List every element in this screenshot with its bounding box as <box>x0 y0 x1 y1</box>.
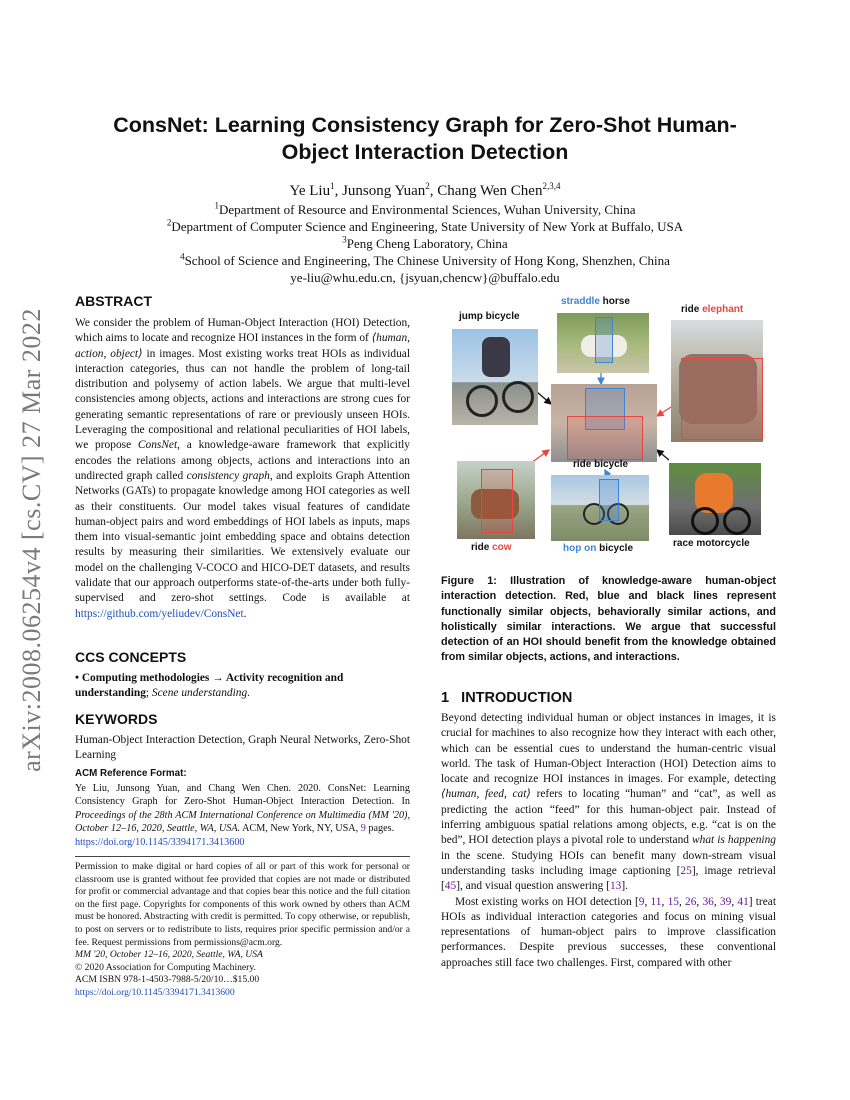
citation[interactable]: 9 <box>638 895 645 908</box>
photo-race-motorcycle <box>669 463 761 535</box>
ccs-section <box>75 649 410 702</box>
label-hop-on-bicycle: hop on bicycle <box>563 543 634 554</box>
isbn-line: ACM ISBN 978-1-4503-7988-5/20/10…$15.00 <box>75 974 260 986</box>
author-list: Ye Liu$^1$, Junsong Yuan$^2$, Chang Wen Chen$^{2,3,4}$ <box>289 181 561 199</box>
intro-heading: 1 INTRODUCTION <box>441 690 573 706</box>
footnote-divider <box>75 856 410 857</box>
author-name: Ye Liu <box>289 183 331 199</box>
citation[interactable]: 41 <box>737 895 749 908</box>
keywords-text: Human-Object Interaction Detection, Graph Neural Networks, Zero-Shot Learning <box>75 734 410 762</box>
label-straddle-horse: straddle horse <box>561 296 630 307</box>
photo-ride-cow <box>457 461 535 539</box>
author-name: Junsong Yuan <box>342 183 426 199</box>
author-emails: ye-liu@whu.edu.cn, {jsyuan,chencw}@buffalo.edu <box>290 270 560 285</box>
citation[interactable]: 25 <box>680 864 692 877</box>
label-ride-cow: ride cow <box>471 542 512 553</box>
acm-reference <box>75 767 410 849</box>
photo-hop-on-bicycle <box>551 475 649 541</box>
permission-doi-link[interactable]: https://doi.org/10.1145/3394171.3413600 <box>75 986 235 998</box>
author-block <box>60 181 790 286</box>
photo-ride-elephant <box>671 320 763 442</box>
citation[interactable]: 15 <box>667 895 679 908</box>
photo-jump-bicycle <box>452 329 538 425</box>
permission-text: Permission to make digital or hard copies of all or part of this work for personal or classroom use is granted without fee provided that copies are not made or distributed for profit or commercial advantage and that copies bear this notice and the full citation on the first page. Copyrights for components of this work owned by others than ACM must be honored. Abstracting with credit is permitted. To copy otherwise, or republish, to post on servers or to redistribute to lists, requires prior specific permission and/or a fee. Request permissions from permissions@acm.org. <box>75 861 410 948</box>
photo-ride-bicycle <box>551 384 657 462</box>
abstract-text: We consider the problem of Human-Object Interaction (HOI) Detection, which aims to locate and recognize HOI instances in the form of ⟨human, action, object⟩ in images. Most existing works treat HOIs as individual interaction categories, thus can not handle the problem of long-tail distribution and polysemy of action labels. We argue that multi-level consistencies among objects, actions and interactions are strong cues for generating semantic representations of rare or previously unseen HOIs. Leveraging the compositional and relational peculiarities of HOI labels, we propose ConsNet, a knowledge-aware framework that explicitly encodes the relations among objects, actions and interactions into an undirected graph called consistency graph, and exploits Graph Attention Networks (GATs) to propagate knowledge among HOI categories as well as their constituents. Our model takes visual features of candidate human-object pairs and word embeddings of HOI labels as inputs, maps them into visual-semantic joint embedding space and obtains detection results by measuring their similarities. We extensively evaluate our model on the challenging V-COCO and HICO-DET datasets, and results validate that our approach outperforms state-of-the-arts under both fully-supervised and zero-shot settings. Code is available at https://github.com/yeliudev/ConsNet. <box>75 317 411 620</box>
link-race-ride <box>657 450 669 460</box>
abstract-section <box>75 293 410 622</box>
citation[interactable]: 45 <box>444 880 457 893</box>
introduction-section <box>441 690 776 971</box>
citation[interactable]: 39 <box>719 895 732 908</box>
ccs-heading: CCS CONCEPTS <box>75 649 187 665</box>
figure-1 <box>441 292 781 564</box>
author-sup: 2 <box>425 181 430 191</box>
conf-info: MM '20, October 12–16, 2020, Seattle, WA, USA <box>75 949 263 961</box>
reference-heading: ACM Reference Format: <box>75 768 187 779</box>
affiliation: $^3$Peng Cheng Laboratory, China <box>342 234 508 251</box>
photo-straddle-horse <box>557 313 649 373</box>
affiliation: $^4$School of Science and Engineering, The Chinese University of Hong Kong, Shenzhen, China <box>180 251 670 268</box>
affiliation: $^2$Department of Computer Science and Engineering, State University of New York at Buffalo, USA <box>166 217 684 234</box>
label-race-motorcycle: race motorcycle <box>673 538 750 549</box>
figure-caption: Figure 1: Illustration of knowledge-aware human-object interaction detection. Red, blue and black lines represent functionally similar objects, behaviorally similar actions, and holistically similar interactions. We argue that successful detection of an HOI should benefit from the knowledge obtained from similar objects, actions, and interactions. <box>441 575 776 664</box>
author-name: Chang Wen Chen <box>437 183 543 199</box>
ccs-text: • Computing methodologies → Activity recognition and understanding; Scene understanding. <box>75 672 344 700</box>
keywords-section <box>75 711 410 764</box>
arxiv-stamp <box>8 290 56 790</box>
label-jump-bicycle: jump bicycle <box>459 311 520 322</box>
citation[interactable]: 36 <box>702 895 714 908</box>
citation[interactable]: 11 <box>650 895 662 908</box>
intro-paragraph-1: Beyond detecting individual human or object instances in images, it is crucial for machines to also recognize how they interact with each other, which can be essential cues to understand the human-centric visual world. The task of Human-Object Interaction (HOI) Detection aims to locate and recognize HOI instances in images. For example, detecting ⟨human, feed, cat⟩ refers to locating “human” and “cat”, as well as predicting the action “feed” for this human-object pair. Instead of inferring ambiguous spatial relations among objects, e.g. “cat is on the bed”, HOI detection plays a pivotal role to understand what is happening in the scene. Studying HOIs can benefit many down-stream visual understanding tasks including image captioning [25], image retrieval [45], and visual question answering [13]. <box>441 712 776 893</box>
author-sup: 1 <box>330 181 335 191</box>
reference-doi-link[interactable]: https://doi.org/10.1145/3394171.3413600 <box>75 836 245 848</box>
link-jump-ride <box>537 392 551 404</box>
label-ride-bicycle: ride bicycle <box>573 459 629 470</box>
copyright-line: © 2020 Association for Computing Machinery. <box>75 961 256 973</box>
arxiv-id: arXiv:2008.06254v4 [cs.CV] 27 Mar 2022 <box>17 308 46 772</box>
keywords-heading: KEYWORDS <box>75 711 158 727</box>
code-link[interactable]: https://github.com/yeliudev/ConsNet <box>75 607 244 620</box>
affiliation: $^1$Department of Resource and Environmental Sciences, Wuhan University, China <box>214 200 636 217</box>
citation[interactable]: 13 <box>609 880 622 893</box>
author-sup: 2,3,4 <box>542 181 561 191</box>
citation[interactable]: 26 <box>685 895 697 908</box>
intro-paragraph-2: Most existing works on HOI detection [9, 11, 15, 26, 36, 39, 41] treat HOIs as individual interaction categories and focus on mining visual representations of human-object pairs to improve classification performances. Despite previous successes, these conventional approaches still face two challenges. First, compared with other <box>441 895 776 969</box>
reference-text: Ye Liu, Junsong Yuan, and Chang Wen Chen. 2020. ConsNet: Learning Consistency Graph for Zero-Shot Human-Object Interaction Detection. In Proceedings of the 28th ACM International Conference on Multimedia (MM '20), October 12–16, 2020, Seattle, WA, USA. ACM, New York, NY, USA, 9 pages. https://doi.org/10.1145/3394171.3413600 <box>75 783 410 848</box>
permission-block <box>75 861 410 1000</box>
label-ride-elephant: ride elephant <box>681 304 744 315</box>
paper-title: ConsNet: Learning Consistency Graph for Zero-Shot Human-Object Interaction Detection <box>113 113 737 164</box>
abstract-heading: ABSTRACT <box>75 293 152 309</box>
